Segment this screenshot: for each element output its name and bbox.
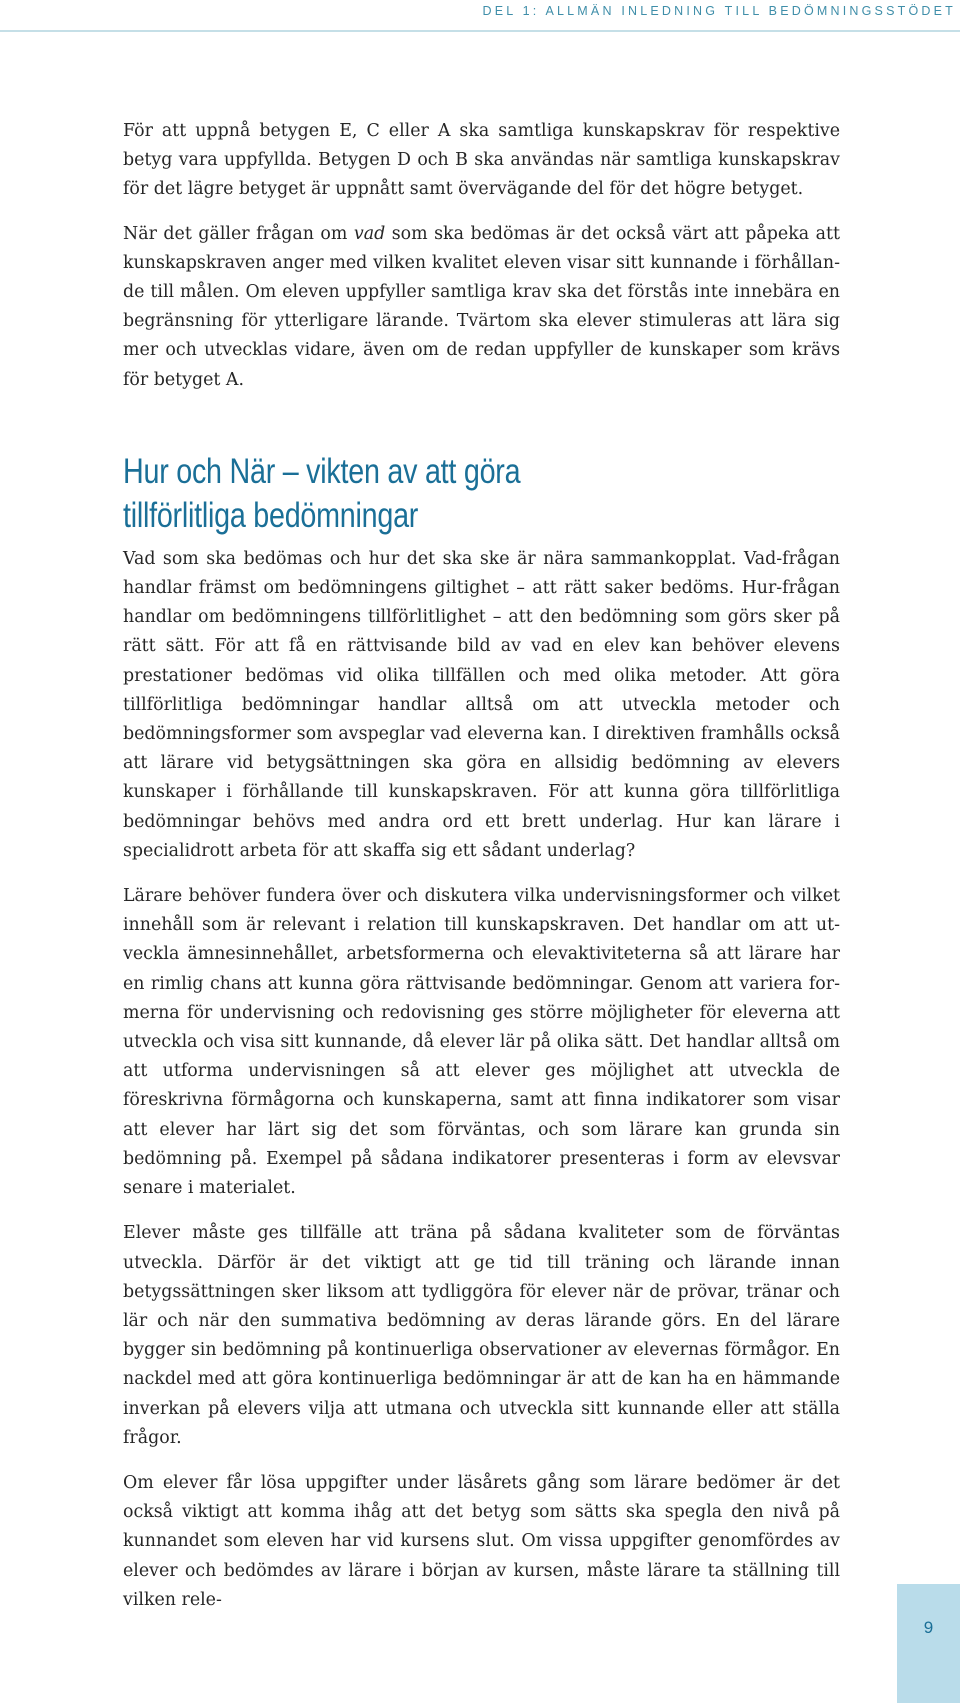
page-number: 9 [923, 1618, 934, 1637]
section-heading [123, 450, 840, 538]
body-paragraph-teaching-forms: Lärare behöver fundera över och diskutera vilka undervisningsformer och vilket innehåll som är relevant i relation till kunskapskraven. Det handlar om att utveckla ämnesinnehållet, arbetsformerna och elevaktiviteterna så att lärare har en rimlig chans att kunna göra rättvisande bedömningar. Genom att variera formerna för undervisning och redovisning ges större möjligheter för eleverna att utveckla och visa sitt kunnande, då elever lär på olika sätt. Det handlar alltså om att utforma undervisningen så att elever ges möjlighet att utveckla de föreskrivna förmågorna och kunskaperna, samt att finna indikatorer som visar att elever har lärt sig det som förväntas, och som lärare kan grunda sin bedömning på. Exempel på sådana indikatorer presenteras i form av elevsvar senare i materialet. [123, 886, 840, 1199]
page-number-tab [897, 1584, 960, 1703]
body-paragraph-practice-time: Elever måste ges tillfälle att träna på sådana kvaliteter som de förväntas utveckla. Därför är det viktigt att ge tid till träning och lärande innan betygssättningen sker liksom att tydliggöra för elever när de prövar, tränar och lär och när den summativa bedömning av deras lärande görs. En del lärare bygger sin bedömning på kontinuerliga observationer av elevernas förmågor. En nackdel med att göra kontinuerliga bedömningar är att de kan ha en hämmande inverkan på elevers vilja att utmana och utveckla sitt kunnande eller att ställa frågor. [123, 1223, 840, 1448]
paragraph-text-after: som ska bedömas är det också värt att påpeka att kunskapskraven anger med vilken kvalitet eleven visar sitt kunnande i förhållande till målen. Om eleven uppfyller samtliga krav ska det förstås inte innebära en begränsning för ytterligare lärande. Tvärtom ska elever stimuleras att lära sig mer och utvecklas vidare, även om de redan uppfyller de kunskaper som krävs för betyget A. [123, 223, 840, 390]
running-header-title: DEL 1: ALLMÄN INLEDNING TILL BEDÖMNINGSSTÖDET [482, 4, 956, 18]
paragraph-text-before: När det gäller frågan om [123, 223, 354, 244]
page-body [123, 117, 840, 1631]
running-header [0, 0, 960, 32]
body-paragraph-what-to-assess [123, 220, 840, 395]
section-heading-line-2: tillförlitliga bedömningar [123, 495, 419, 535]
body-paragraph-validity-reliability: Vad som ska bedömas och hur det ska ske är nära sammankopplat. Vad-frågan handlar främst om bedömningens giltighet – att rätt saker bedöms. Hur-frågan handlar om bedömningens tillförlitlighet – att den bedömning som görs sker på rätt sätt. För att få en rättvisande bild av vad en elev kan behöver elevens prestationer bedömas vid olika tillfällen och med olika metoder. Att göra tillförlitliga bedömningar handlar alltså om att utveckla metoder och bedömningsformer som avspeglar vad eleverna kan. I direktiven framhålls också att lärare vid betygsättningen ska göra en allsidig bedömning av elevers kunskaper i förhållande till kunskapskraven. För att kunna göra tillförlitliga bedömningar behövs med andra ord ett brett underlag. Hur kan lärare i specialidrott arbeta för att skaffa sig ett sådant underlag? [123, 548, 840, 861]
body-paragraph-grade-requirements: För att uppnå betygen E, C eller A ska samtliga kunskapskrav för respektive betyg vara uppfyllda. Betygen D och B ska användas när samtliga kunskapskrav för det lägre betyget är uppnått samt övervägande del för det högre betyget. [123, 121, 840, 200]
section-heading-line-1: Hur och När – vikten av att göra [123, 451, 521, 491]
emphasized-word: vad [353, 223, 386, 244]
body-paragraph-final-level: Om elever får lösa uppgifter under läsårets gång som lärare bedömer är det också viktigt att komma ihåg att det betyg som sätts ska spegla den nivå på kunnandet som eleven har vid kursens slut. Om vissa uppgifter genomfördes av elever och bedömdes av lärare i början av kursen, måste lärare ta ställning till vilken rele- [123, 1472, 840, 1610]
